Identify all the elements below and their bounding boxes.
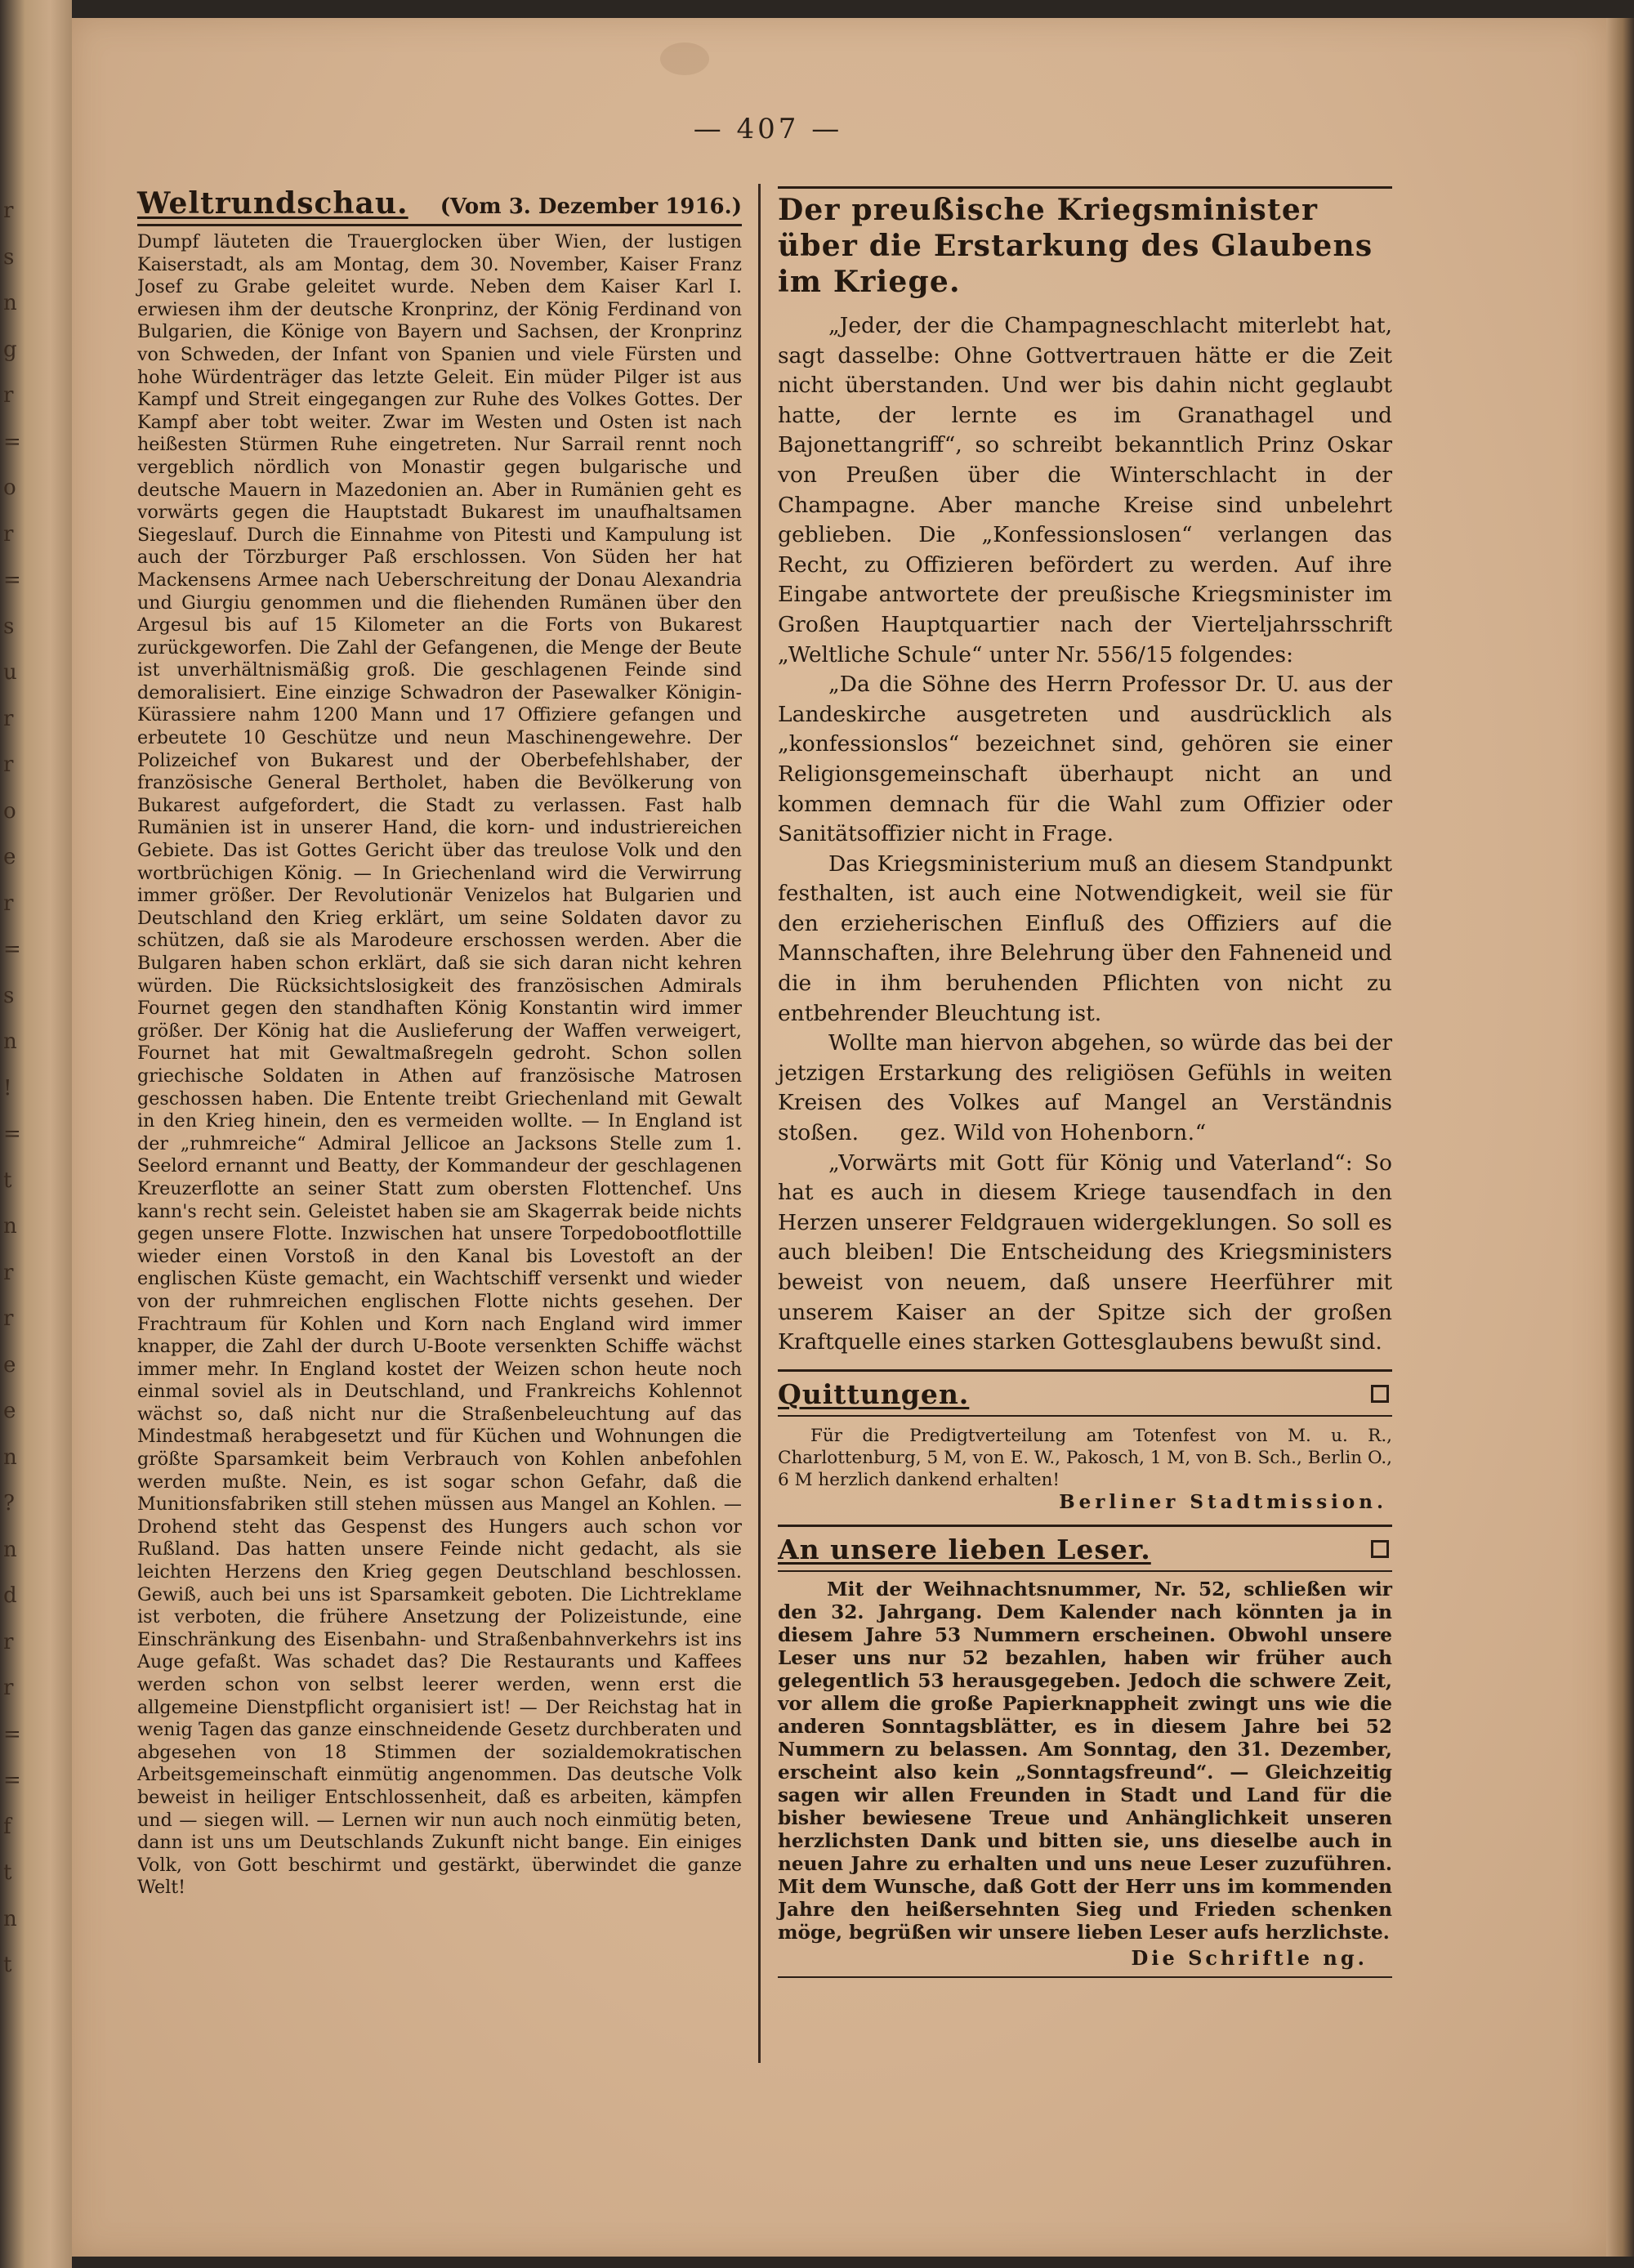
square-ornament-icon: [1371, 1385, 1389, 1403]
kriegsminister-paragraph-text: Wollte man hiervon abgehen, so würde das bei der jetzigen Erstarkung des religiösen Gefühls in weiten Kreisen des Volkes auf Mangel an Verständnis stoßen.: [778, 1030, 1392, 1146]
kriegsminister-title: Der preußische Kriegsminister über die Erstarkung des Glaubens im Kriege.: [778, 193, 1373, 299]
quittungen-body: Für die Predigtverteilung am Totenfest von M. u. R., Charlottenburg, 5 M, von E. W., Pakosch, 1 M, von B. Sch., Berlin O., 6 M herzlich dankend erhalten!: [778, 1425, 1392, 1490]
margin-letter: r: [3, 891, 14, 916]
margin-letter: r: [3, 706, 14, 731]
page-number: — 407 —: [693, 113, 843, 145]
margin-letter: s: [3, 614, 15, 639]
margin-letter: t: [3, 1953, 12, 1977]
margin-letter: !: [3, 1075, 12, 1101]
margin-letter: r: [3, 199, 14, 223]
margin-letter: =: [3, 429, 21, 454]
margin-letter: r: [3, 1306, 14, 1331]
margin-letter: r: [3, 1260, 14, 1285]
column-divider: [758, 184, 761, 2063]
leser-header: [778, 1525, 1392, 1572]
margin-letter: e: [3, 1352, 16, 1377]
margin-letter: n: [3, 1029, 17, 1054]
margin-letter: o: [3, 475, 16, 500]
margin-letter: t: [3, 1860, 12, 1885]
weltrundschau-title: Weltrundschau.: [137, 186, 408, 221]
leser-body: Mit der Weihnachtsnummer, Nr. 52, schließen wir den 32. Jahrgang. Dem Kalender nach könnten ja in diesem Jahre 53 Nummern erscheinen. Obwohl unsere Leser uns nur 52 bezahlen, haben wir früher auch gelegentlich 53 herausgegeben. Jedoch die schwere Zeit, vor allem die große Papierknappheit zwingt uns wie die anderen Sonntagsblätter, es in diesem Jahre bei 52 Nummern zu belassen. Am Sonntag, den 31. Dezember, erscheint also kein „Sonntagsfreund“. — Gleichzeitig sagen wir allen Freunden in Stadt und Land für die bisher bewiesene Treue und Anhänglichkeit unseren herzlichsten Dank und bitten sie, uns dieselbe auch in neuen Jahre zu erhalten und uns neue Leser zuzuführen. Mit dem Wunsche, daß Gott der Herr uns im kommenden Jahre den heißersehnten Sieg und Frieden schenken möge, begrüßen wir unsere lieben Leser aufs herzlichste.: [778, 1578, 1392, 1944]
margin-letter: n: [3, 1214, 17, 1239]
leser-signature: Die Schriftle ng.: [1131, 1945, 1368, 1970]
left-column: [137, 186, 742, 1900]
kriegsminister-paragraph: Das Kriegsministerium muß an diesem Standpunkt festhalten, ist auch eine Notwendigkeit, weil sie für den erzieherischen Einfluß des Offiziers auf die Mannschaften, ihre Belehrung über den Fahneneid und die in ihm beruhenden Pflichten von nicht zu entbehrender Bleuchtung ist.: [778, 850, 1392, 1026]
kriegsminister-paragraph: „Da die Söhne des Herrn Professor Dr. U. aus der Landeskirche ausgetreten und ausdrücklich als „konfessionslos“ bezeichnet sind, gehören sie einer Religionsgemeinschaft überhaupt nicht an und kommen demnach für die Wahl zum Offizier oder Sanitätsoffizier nicht in Frage.: [778, 672, 1392, 847]
margin-letter: =: [3, 937, 21, 962]
margin-letter: u: [3, 660, 17, 685]
margin-letter: ?: [3, 1491, 15, 1516]
quittungen-header: [778, 1369, 1392, 1417]
margin-letter: s: [3, 983, 15, 1008]
margin-letter: =: [3, 1122, 21, 1146]
margin-letter: e: [3, 1399, 16, 1423]
margin-letter: r: [3, 1676, 14, 1700]
square-ornament-icon: [1371, 1540, 1389, 1558]
right-column: [778, 186, 1392, 1978]
leser-title: An unsere lieben Leser.: [778, 1533, 1151, 1565]
margin-letter: r: [3, 521, 14, 547]
adjacent-page-margin: [3, 188, 28, 1989]
margin-letter: o: [3, 798, 16, 824]
kriegsminister-paragraph: [778, 1029, 1392, 1148]
kriegsminister-paragraph: „Vorwärts mit Gott für König und Vaterland“: So hat es auch in diesem Kriege tausendfach in den Herzen unserer Feldgrauen widergeklungen. So soll es auch bleiben! Die Entscheidung des Kriegsministers beweist von neuem, daß unsere Heerführer mit unserem Kaiser an der Spitze sich der großen Kraftquelle eines starken Gottesglaubens bewußt sind.: [778, 1150, 1392, 1355]
weltrundschau-body: Dumpf läuteten die Trauerglocken über Wien, der lustigen Kaiserstadt, als am Montag, dem 30. November, Kaiser Franz Josef zu Grabe geleitet wurde. Neben dem Kaiser Karl I. erwiesen ihm der deutsche Kronprinz, der König Ferdinand von Bulgarien, die Könige von Bayern und Sachsen, der Kronprinz von Schweden, der Infant von Spanien und viele Fürsten und hohe Würdenträger das letzte Geleit. Ein müder Pilger ist aus Kampf und Streit eingegangen zur Ruhe des Volkes Gottes. Der Kampf aber tobt weiter. Zwar im Westen und Osten ist nach heißesten Stürmen Ruhe eingetreten. Nur Sarrail rennt noch vergeblich nördlich von Monastir gegen bulgarische und deutsche Mauern in Mazedonien an. Aber in Rumänien geht es vorwärts gegen die Hauptstadt Bukarest im unaufhaltsamen Siegeslauf. Durch die Einnahme von Pitesti und Kampulung ist auch der Törzburger Paß erschlossen. Von Süden her hat Mackensens Armee nach Ueberschreitung der Donau Alexandria und Giurgiu genommen und die fliehenden Rumänen über den Argesul bis auf 15 Kilometer an die Forts von Bukarest zurückgeworfen. Die Zahl der Gefangenen, die Menge der Beute ist unverhältnismäßig groß. Die geschlagenen Feinde sind demoralisiert. Eine einzige Schwadron der Pasewalker Königin-Kürassiere nahm 1200 Mann und 17 Offiziere gefangen und erbeutete 10 Geschütze und neun Maschinengewehre. Der Polizeichef von Bukarest und der Oberbefehlshaber, der französische General Bertholet, haben die Bevölkerung von Bukarest aufgefordert, die Stadt zu verlassen. Fast halb Rumänien ist in unserer Hand, die korn- und industriereichen Gebiete. Das ist Gottes Gericht über das treulose Volk und den wortbrüchigen König. — In Griechenland wird die Verwirrung immer größer. Der Revolutionär Venizelos hat Bulgarien und Deutschland den Krieg erklärt, um seine Soldaten davor zu schützen, daß sie als Marodeure erschossen werden. Aber die Bulgaren haben schon erklärt, daß sie sich daran nicht kehren würden. Die Rücksichtslosigkeit des französischen Admirals Fournet gegen den standhaften König Konstantin wird immer größer. Der König hat die Auslieferung der Waffen verweigert, Fournet hat mit Gewaltmaßregeln gedroht. Schon sollen griechische Soldaten in Athen auf französische Matrosen geschossen haben. Die Entente treibt Griechenland mit Gewalt in den Krieg hinein, den es vermeiden wollte. — In England ist der „ruhmreiche“ Admiral Jellicoe an Jacksons Stelle zum 1. Seelord ernannt und Beatty, der Kommandeur der geschlagenen Kreuzerflotte an seiner Statt zum obersten Flottenchef. Uns kann's recht sein. Geleistet haben sie am Skagerrak beide nichts gegen unsere Flotte. Inzwischen hat unsere Torpedobootflottille wieder einen Vorstoß in den Kanal bis Lovestoft an der englischen Küste gemacht, ein Wachtschiff versenkt und wieder von der ruhmreichen englischen Flotte nichts gesehen. Der Frachtraum für Kohlen und Korn nach England wird immer knapper, die Zahl der durch U-Boote versenkten Schiffe wächst immer mehr. In England kostet der Weizen schon heute noch einmal soviel als in Deutschland, und Frankreichs Kohlennot wächst so, daß nicht nur die Straßenbeleuchtung auf das Mindestmaß herabgesetzt und für Küchen und Wohnungen die größte Sparsamkeit beim Verbrauch von Kohlen anbefohlen werden mußte. Nein, es ist sogar schon Gefahr, daß die Munitionsfabriken still stehen müssen aus Mangel an Kohlen. — Drohend steht das Gespenst des Hungers auch schon vor Rußland. Das hatten unsere Feinde nicht gedacht, als sie leichten Herzens den Krieg gegen Deutschland beschlossen. Gewiß, auch bei uns ist Sparsamkeit geboten. Die Lichtreklame ist verboten, die frühere Ansetzung der Polizeistunde, eine Einschränkung des Eisenbahn- und Straßenbahnverkehrs ist ins Auge gefaßt. Was schadet das? Die Restaurants und Kaffees werden schon von selbst leerer werden, wenn erst die allgemeine Dienstpflicht organisiert ist! — Der Reichstag hat in wenig Tagen das ganze einschneidende Gesetz durchberaten und abgesehen von 18 Stimmen der sozialdemokratischen Arbeitsgemeinschaft einmütig angenommen. Das deutsche Volk beweist in heiliger Entschlossenheit, daß es arbeiten, kämpfen und — siegen will. — Lernen wir nun auch noch einmütig beten, dann ist uns um Deutschlands Zukunft nicht bange. Ein einiges Volk, von Gott beschirmt und gestärkt, überwindet die ganze Welt!: [137, 231, 742, 1899]
quittungen-signature: Berliner Stadtmission.: [1059, 1490, 1387, 1513]
margin-letter: =: [3, 568, 21, 592]
margin-letter: n: [3, 291, 17, 315]
margin-letter: n: [3, 1444, 17, 1470]
weltrundschau-header: [137, 186, 742, 226]
margin-letter: =: [3, 1721, 21, 1747]
quittungen-title: Quittungen.: [778, 1377, 970, 1410]
margin-letter: n: [3, 1537, 17, 1562]
margin-letter: s: [3, 244, 15, 270]
margin-letter: r: [3, 383, 14, 408]
margin-letter: d: [3, 1583, 17, 1608]
margin-letter: n: [3, 1906, 17, 1931]
kriegsminister-signature: gez. Wild von Hohenborn.“: [900, 1120, 1207, 1146]
weltrundschau-date: (Vom 3. Dezember 1916.): [440, 194, 742, 219]
margin-letter: g: [3, 337, 17, 362]
page-edge: [1606, 18, 1634, 2257]
margin-letter: =: [3, 1768, 21, 1793]
margin-letter: f: [3, 1814, 11, 1839]
margin-letter: e: [3, 845, 16, 869]
bottom-rule: [778, 1976, 1392, 1978]
margin-letter: r: [3, 1629, 14, 1654]
kriegsminister-paragraph: „Jeder, der die Champagneschlacht miterlebt hat, sagt dasselbe: Ohne Gottvertrauen hätte er die Zeit nicht überstanden. Und wer bis dahin nicht geglaubt hatte, der lernte es im Granathagel und Bajonettangriff“, so schreibt bekanntlich Prinz Oskar von Preußen über die Winterschlacht in der Champagne. Aber manche Kreise sind unbelehrt geblieben. Die „Konfessionslosen“ verlangen das Recht, zu Offizieren befördert zu werden. Auf ihre Eingabe antwortete der preußische Kriegsminister im Großen Hauptquartier nach der Vierteljahrsschrift „Weltliche Schule“ unter Nr. 556/15 folgendes:: [778, 313, 1392, 667]
page-stain: [660, 42, 709, 75]
top-rule: [778, 186, 1392, 189]
margin-letter: t: [3, 1167, 12, 1193]
margin-letter: r: [3, 752, 14, 777]
